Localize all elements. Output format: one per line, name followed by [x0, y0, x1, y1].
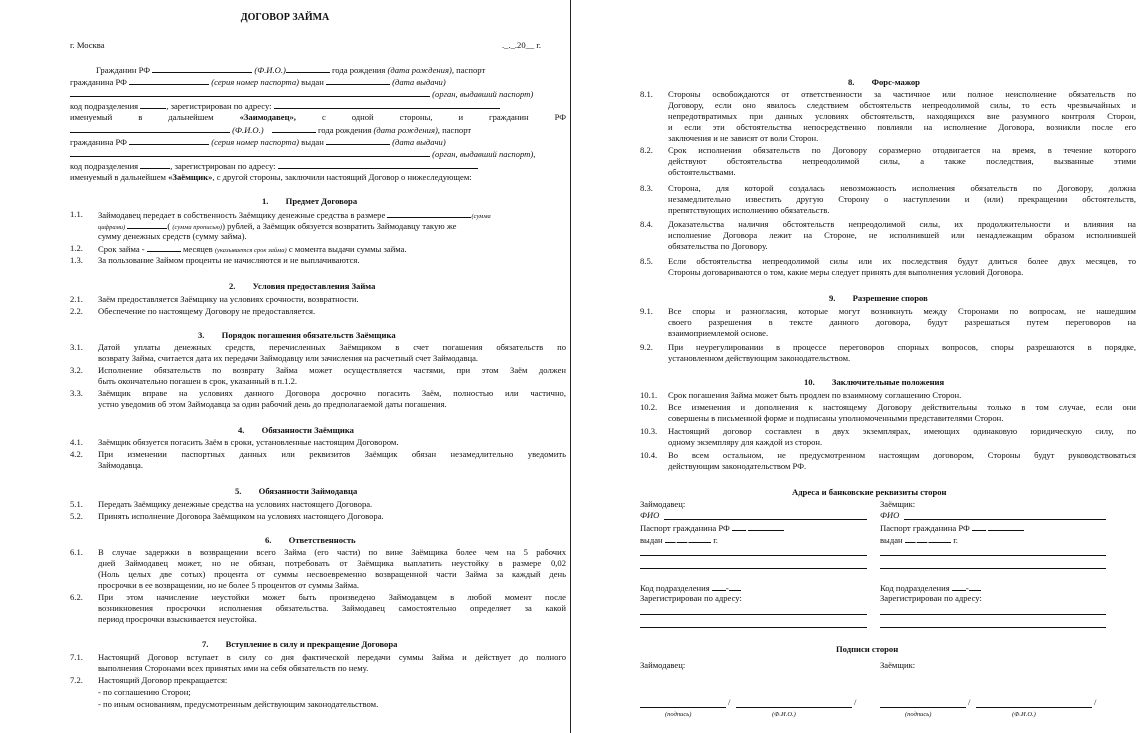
city: г. Москва	[70, 40, 105, 50]
code-label: Код подразделения	[880, 583, 950, 593]
clause-6-1-line2: дней Займодавец может, но не обязан, потребовать от Заёмщика выплатить неустойку в размере 0,02	[98, 558, 566, 568]
party2-fio-blank[interactable]	[70, 124, 230, 133]
clause-number: 3.3.	[70, 388, 83, 398]
clause-8-1-line4: и если эти обстоятельства непосредственно повлияли на исполнение Договора, возникли после его	[668, 122, 1136, 132]
section-7-title: 7. Вступление в силу и прекращение Договора	[202, 639, 398, 649]
clause-5-2: Принять исполнение Договора Заёмщиком на условиях настоящего Договора.	[98, 511, 384, 521]
section-9-title: 9. Разрешение споров	[829, 293, 928, 303]
borrower-organ-field[interactable]	[880, 555, 1106, 556]
clause-6-2-line2: возникновения просрочки исполнения обязательства. Займодавец самостоятельно определяет за какой	[98, 603, 566, 613]
party1-citizen2-label: гражданина РФ	[70, 77, 127, 87]
party1-line1	[96, 64, 485, 76]
clause-8-3-line1: Сторона, для которой создалась невозможность исполнения обязательств по Договору, должна	[668, 183, 1136, 193]
lender-code-label: Код подразделения -	[640, 582, 741, 594]
borrower-name-field[interactable]	[976, 707, 1092, 708]
slash: /	[968, 697, 971, 707]
clause-number: 7.2.	[70, 675, 83, 685]
caption: (сумма	[471, 213, 491, 220]
party1-passport-label: паспорт	[456, 65, 486, 75]
clause-9-1-line3: взаимоприемлемой основе.	[668, 328, 769, 338]
clause-number: 2.2.	[70, 306, 83, 316]
blank[interactable]	[972, 522, 986, 531]
clause-6-1-line1: В случае задержки в возвращении всего Займа (его части) по вине Заёмщика более чем на 5 рабочих	[98, 547, 566, 557]
clause-9-1-line1: Все споры и разногласия, которые могут возникнуть между Сторонами по вопросам, не нашедшим	[668, 306, 1136, 316]
clause-number: 8.5.	[640, 256, 653, 266]
party2-passport-label: паспорт	[442, 125, 472, 135]
clause-8-5-line1: Если обстоятельства непреодолимой силы или их последствия будут длиться более двух месяцев, то	[668, 256, 1136, 266]
clause-8-4-line1: Доказательства наличия обстоятельств непреодолимой силы, их продолжительности и влияния на	[668, 219, 1136, 229]
clause-number: 4.1.	[70, 437, 83, 447]
clause-7-2-line3: - по иным основаниям, предусмотренным действующим законодательством.	[98, 699, 379, 709]
clause-9-2-line1: При неурегулировании в процессе переговоров спорных вопросов, споры разрешаются в порядке,	[668, 342, 1136, 352]
slash: /	[1094, 697, 1097, 707]
clause-8-4-line2: исполнение Договора лежит на Стороне, не исполнившей или ненадлежащим образом исполнившей	[668, 230, 1136, 240]
clause-8-4-line3: обязательства по Договору.	[668, 241, 768, 251]
clause-6-1-line3: (Ноль целых две сотых) процента от суммы несвоевременно возвращенной части Займа за каждый день	[98, 569, 566, 579]
clause-10-2-line2: совершены в письменной форме и подписаны уполномоченными представителями Сторон.	[668, 413, 1004, 423]
lender-passport-label	[640, 522, 784, 534]
party2-birth-label: года рождения	[317, 125, 372, 135]
party2-issued-label: выдан	[301, 137, 324, 147]
party1-birth-caption: (дата рождения),	[387, 65, 454, 75]
borrower-signature-field[interactable]	[880, 707, 966, 708]
lender-organ-field-2[interactable]	[640, 568, 867, 569]
text-fragment: РФ	[554, 112, 566, 122]
clause-number: 9.1.	[640, 306, 653, 316]
contract-date: ._._.20__ г.	[502, 40, 542, 50]
sign-caption: (Ф.И.О.)	[772, 711, 796, 718]
amount-digits-blank[interactable]	[387, 209, 471, 218]
amount-words-blank[interactable]	[127, 220, 167, 229]
clause-8-1-line1: Стороны освобождаются от ответственности за частичное или полное неисполнение обязательств по	[668, 89, 1136, 99]
sign-caption: (подпись)	[905, 711, 932, 718]
party1-line5	[70, 112, 566, 123]
party2-issued-blank[interactable]	[326, 136, 390, 145]
caption: цифрами)	[98, 224, 126, 231]
party1-citizen-label: Гражданин РФ	[96, 65, 151, 75]
clause-5-1: Передать Заёмщику денежные средства на условиях настоящего Договора.	[98, 499, 373, 509]
clause-number: 10.2.	[640, 402, 658, 412]
clause-4-2-line1: При изменении паспортных данных или реквизитов Заёмщик обязан незамедлительно уведомить	[98, 449, 566, 459]
text-fragment: с момента выдачи суммы займа.	[288, 244, 407, 254]
clause-number: 1.1.	[70, 209, 83, 219]
clause-4-2-line2: Займодавца.	[98, 460, 144, 470]
borrower-organ-field-2[interactable]	[880, 568, 1106, 569]
clause-number: 1.2.	[70, 243, 83, 253]
blank[interactable]	[988, 522, 1024, 531]
clause-10-1: Срок погашения Займа может быть продлен по взаимному соглашению Сторон.	[668, 390, 962, 400]
clause-number: 10.1.	[640, 390, 658, 400]
lender-organ-field[interactable]	[640, 555, 867, 556]
blank[interactable]	[748, 522, 784, 531]
section-8-title: 8. Форс-мажор	[848, 77, 920, 87]
text-fragment: стороны,	[399, 112, 433, 122]
issued-year-suffix: г.	[713, 535, 718, 545]
party1-issued-label: выдан	[301, 77, 324, 87]
clause-number: 5.2.	[70, 511, 83, 521]
text-fragment: в	[138, 112, 143, 122]
blank[interactable]	[929, 534, 951, 543]
borrower-fio-label: ФИО	[880, 510, 900, 520]
party2-address-blank[interactable]	[278, 160, 478, 169]
section-2-title: 2. Условия предоставления Займа	[229, 281, 376, 291]
blank[interactable]	[732, 522, 746, 531]
clause-2-2: Обеспечение по настоящему Договору не предоставляется.	[98, 306, 316, 316]
slash: /	[854, 697, 857, 707]
clause-number: 8.4.	[640, 219, 653, 229]
borrower-passport-label	[880, 522, 1024, 534]
blank[interactable]	[905, 534, 915, 543]
blank[interactable]	[917, 534, 927, 543]
party1-code-blank[interactable]	[140, 100, 166, 109]
text-fragment: с	[321, 112, 326, 122]
clause-7-1-line1: Настоящий Договор вступает в силу со дня фактической передачи суммы Займа и действует до полного	[98, 652, 566, 662]
borrower-code-label: Код подразделения -	[880, 582, 981, 594]
party1-issued-blank[interactable]	[326, 76, 390, 85]
lender-address-field[interactable]	[640, 614, 867, 615]
text-fragment: Займодавец передает в собственность Заёмщику денежные средства в размере	[98, 210, 386, 220]
clause-8-2-line2: действуют обстоятельства непреодолимой силы, а также последствия, вызванные этими	[668, 156, 1136, 166]
clause-8-2-line3: обстоятельствами.	[668, 167, 736, 177]
party1-fio-caption: (Ф.И.О.)	[254, 65, 286, 75]
clause-6-1-line4: просрочки в ее возвращении, но не более 5 процентов от суммы Займа.	[98, 580, 360, 590]
sign-caption: (подпись)	[665, 711, 692, 718]
text-fragment: одной	[351, 112, 374, 122]
borrower-registered-label: Зарегистрирован по адресу:	[880, 593, 982, 603]
caption: (сумма прописью)	[172, 224, 223, 231]
clause-8-1-line2: Договору, если оно явилось следствием обстоятельств непреодолимой силы, то есть чрезвычайных и	[668, 100, 1136, 110]
blank[interactable]	[689, 534, 711, 543]
party1-line2	[70, 76, 446, 88]
party1-line4	[70, 100, 500, 112]
contract-page-left	[0, 0, 570, 733]
clause-10-4-line1: Во всем остальном, не предусмотренном настоящим договором, Стороны будут руководствоваться	[668, 450, 1136, 460]
blank[interactable]	[712, 582, 726, 591]
code-label: Код подразделения	[640, 583, 710, 593]
party1-issued-date-caption: (дата выдачи)	[392, 77, 446, 87]
clause-10-2-line1: Все изменения и дополнения к настоящему Договору действительны только в том случае, если они	[668, 402, 1136, 412]
lender-registered-label: Зарегистрирован по адресу:	[640, 593, 742, 603]
party2-citizen-label: гражданина РФ	[70, 137, 127, 147]
party2-passport-blank[interactable]	[129, 136, 209, 145]
clause-7-2-line1: Настоящий Договор прекращается:	[98, 675, 228, 685]
clause-7-1-line2: выполнения Сторонами всех принятых ими на себя обязательств по нему.	[98, 663, 369, 673]
clause-9-2-line2: установленном действующим законодательством.	[668, 353, 851, 363]
party2-code-blank[interactable]	[140, 160, 170, 169]
section-1-title: 1. Предмет Договора	[262, 196, 358, 206]
term-blank[interactable]	[147, 243, 181, 252]
section-5-title: 5. Обязанности Займодавца	[235, 486, 358, 496]
party2-line3	[70, 148, 535, 160]
clause-number: 6.2.	[70, 592, 83, 602]
clause-9-1-line2: своего разрешения в тексте данного договора, будут разрешаться путем переговоров на	[668, 317, 1136, 327]
blank[interactable]	[665, 534, 675, 543]
clause-1-1-line2: цифрами) ( (сумма прописью)) рублей, а Заёмщик обязуется возвратить Займодавцу такую же	[98, 221, 457, 231]
clause-3-1-line2: возврату Займа, считается дата их передачи Займодавцу или зачисления на расчетный счет Займодавца.	[98, 353, 479, 363]
party2-line1	[70, 124, 471, 136]
clause-4-1: Заёмщик обязуется погасить Заём в сроки, установленные настоящим Договором.	[98, 437, 399, 447]
contract-title: ДОГОВОР ЗАЙМА	[240, 12, 330, 23]
lender-address-field-2[interactable]	[640, 627, 867, 628]
party1-birth-label: года рождения	[332, 65, 386, 75]
clause-8-2-line1: Срок исполнения обязательств по Договору соразмерно отодвигается на время, в течение которого	[668, 145, 1136, 155]
blank[interactable]	[952, 582, 966, 591]
party2-birth-caption: (дата рождения),	[373, 125, 440, 135]
text-fragment: Срок займа -	[98, 244, 145, 254]
blank[interactable]	[677, 534, 687, 543]
contract-page-right	[572, 0, 1142, 733]
party2-series-caption: (серия номер паспорта)	[211, 137, 300, 147]
clause-10-4-line2: действующим законодательством РФ.	[668, 461, 807, 471]
lender-signature-field[interactable]	[640, 707, 726, 708]
clause-number: 1.3.	[70, 255, 83, 265]
party2-line5	[70, 172, 472, 183]
clause-2-1: Заём предоставляется Заёмщику на условиях срочности, возвратности.	[98, 294, 359, 304]
party1-organ-blank[interactable]	[70, 88, 430, 97]
text-fragment: именуемый в дальнейшем	[70, 172, 169, 182]
text-fragment: и	[458, 112, 464, 122]
text-fragment: , с другой стороны, заключили настоящий Договор о нижеследующем:	[212, 172, 472, 182]
party2-line2	[70, 136, 446, 148]
clause-1-3: За пользование Займом проценты не начисляются и не выплачиваются.	[98, 255, 360, 265]
borrower-fio-field[interactable]	[904, 519, 1106, 520]
addresses-title: Адреса и банковские реквизиты сторон	[792, 487, 947, 497]
party1-fio-blank[interactable]	[152, 64, 252, 73]
lender-issued-label: выдан . . г.	[640, 535, 718, 545]
clause-number: 3.2.	[70, 365, 83, 375]
clause-number: 3.1.	[70, 342, 83, 352]
party1-code-label: код подразделения	[70, 101, 139, 111]
party1-registered-label: , зарегистрирован по адресу:	[166, 101, 272, 111]
blank[interactable]	[969, 582, 981, 591]
text-fragment: месяцев	[182, 244, 213, 254]
passport-label: Паспорт гражданина РФ	[880, 523, 970, 533]
party2-code-label: код подразделения	[70, 161, 139, 171]
clause-1-1-line3: сумму денежных средств (сумму займа).	[98, 231, 247, 241]
clause-number: 10.3.	[640, 426, 658, 436]
sign-lender-label: Займодавец:	[640, 660, 686, 670]
clause-number: 8.1.	[640, 89, 653, 99]
lender-label: Займодавец:	[640, 499, 686, 509]
party1-organ-caption: (орган, выдавший паспорт)	[432, 89, 534, 99]
issued-label: выдан	[880, 535, 903, 545]
text-fragment: дальнейшем	[168, 112, 214, 122]
clause-number: 9.2.	[640, 342, 653, 352]
clause-3-3-line2: устно уведомив об этом Займодавца за один рабочий день до предполагаемой даты погашения.	[98, 399, 447, 409]
party2-organ-blank[interactable]	[70, 148, 430, 157]
clause-8-3-line3: препятствующих исполнению обязательств.	[668, 205, 830, 215]
issued-label: выдан	[640, 535, 663, 545]
party1-address-blank[interactable]	[274, 100, 500, 109]
blank[interactable]	[729, 582, 741, 591]
lender-name-field[interactable]	[736, 707, 852, 708]
clause-number: 5.1.	[70, 499, 83, 509]
clause-3-2-line1: Исполнение обязательств по возврату Займа может осуществляется частями, при этом Заём должен	[98, 365, 566, 375]
section-4-title: 4. Обязанности Заёмщика	[238, 425, 354, 435]
section-3-title: 3. Порядок погашения обязательств Заёмщика	[198, 330, 396, 340]
clause-8-3-line2: незамедлительно известить другую Сторону о наступлении и (или) прекращении обстоятельств,	[668, 194, 1136, 204]
slash: /	[728, 697, 731, 707]
borrower-label: Заёмщик:	[880, 499, 916, 509]
party2-birth-blank[interactable]	[272, 124, 316, 133]
sign-borrower-label: Заёмщик:	[880, 660, 916, 670]
caption: (указывается срок займа)	[214, 247, 287, 254]
section-10-title: 10. Заключительные положения	[804, 377, 945, 387]
clause-3-2-line2: быть окончательно погашен в срок, указанный в п.1.2.	[98, 376, 298, 386]
borrower-issued-label: выдан . . г.	[880, 535, 958, 545]
borrower-address-field[interactable]	[880, 614, 1106, 615]
party2-fio-caption: (Ф.И.О.)	[232, 125, 264, 135]
passport-label: Паспорт гражданина РФ	[640, 523, 730, 533]
party2-organ-caption: (орган, выдавший паспорт),	[432, 149, 536, 159]
party2-line4	[70, 160, 478, 172]
clause-6-2-line1: При этом начисление неустойки может быть произведено Займодавцем в любой момент после	[98, 592, 566, 602]
party1-birth-blank[interactable]	[286, 64, 330, 73]
clause-number: 6.1.	[70, 547, 83, 557]
clause-8-1-line5: заключения и не зависят от воли Сторон.	[668, 133, 819, 143]
clause-7-2-line2: - по соглашению Сторон;	[98, 687, 191, 697]
clause-10-3-line1: Настоящий договор составлен в двух экземплярах, имеющих одинаковую юридическую силу, по	[668, 426, 1136, 436]
clause-number: 2.1.	[70, 294, 83, 304]
text-fragment: гражданин	[489, 112, 529, 122]
lender-term: «Заимодавец»,	[239, 112, 296, 122]
clause-8-5-line2: Стороны договариваются о том, какие меры следует принять для выполнения условий Договора.	[668, 267, 1024, 277]
page-divider	[570, 0, 571, 733]
clause-3-3-line1: Заёмщик вправе на условиях данного Договора досрочно погасить Заём, полностью или частично,	[98, 388, 566, 398]
text-fragment: именуемый	[70, 112, 113, 122]
party1-line3	[70, 88, 533, 100]
issued-year-suffix: г.	[953, 535, 958, 545]
clause-number: 8.2.	[640, 145, 653, 155]
signatures-title: Подписи сторон	[836, 644, 899, 654]
section-6-title: 6. Ответственность	[265, 535, 356, 545]
clause-8-1-line3: непредотвратимых при данных условиях обстоятельств, находящихся вне разумного контроля Сторон,	[668, 111, 1136, 121]
borrower-term: «Заёмщик»	[168, 172, 213, 182]
clause-number: 10.4.	[640, 450, 658, 460]
clause-number: 7.1.	[70, 652, 83, 662]
party2-registered-label: , зарегистрирован по адресу:	[170, 161, 276, 171]
text-fragment: ) рублей, а Заёмщик обязуется возвратить Займодавцу такую же	[222, 221, 457, 231]
clause-10-3-line2: одному экземпляру для каждой из сторон.	[668, 437, 823, 447]
borrower-address-field-2[interactable]	[880, 627, 1106, 628]
clause-number: 4.2.	[70, 449, 83, 459]
party1-series-caption: (серия номер паспорта)	[211, 77, 300, 87]
clause-number: 8.3.	[640, 183, 653, 193]
clause-6-2-line3: период просрочки взыскивается неустойка.	[98, 614, 257, 624]
clause-3-1-line1: Датой уплаты денежных средств, перечисленных Заёмщиком в счет погашения обязательств по	[98, 342, 566, 352]
lender-fio-field[interactable]	[664, 519, 867, 520]
lender-fio-label: ФИО	[640, 510, 660, 520]
sign-caption: (Ф.И.О.)	[1012, 711, 1036, 718]
party2-issued-date-caption: (дата выдачи)	[392, 137, 446, 147]
party1-passport-blank[interactable]	[129, 76, 209, 85]
